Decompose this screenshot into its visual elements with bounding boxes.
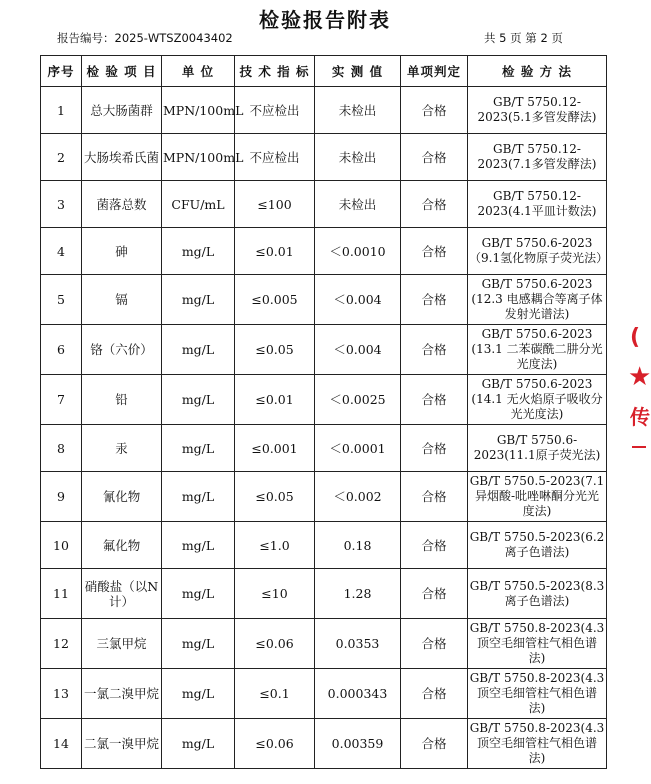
cell-judgement: 合格	[401, 472, 468, 522]
cell-unit: mg/L	[162, 325, 235, 375]
cell-unit: mg/L	[162, 522, 235, 569]
cell-standard: ≤0.06	[235, 719, 315, 769]
stamp-underline	[632, 446, 646, 448]
cell-method: GB/T 5750.6-2023 (14.1 无火焰原子吸收分光光度法)	[468, 375, 607, 425]
table-row	[41, 425, 607, 472]
cell-method: GB/T 5750.12-2023(7.1多管发酵法)	[468, 134, 607, 181]
cell-no: 3	[41, 181, 82, 228]
cell-standard: ≤100	[235, 181, 315, 228]
cell-method: GB/T 5750.6-2023 (13.1 二苯碳酰二肼分光光度法)	[468, 325, 607, 375]
cell-judgement: 合格	[401, 375, 468, 425]
cell-measured: ＜0.0025	[315, 375, 401, 425]
cell-judgement: 合格	[401, 228, 468, 275]
cell-method: GB/T 5750.8-2023(4.3顶空毛细管柱气相色谱法)	[468, 669, 607, 719]
cell-no: 7	[41, 375, 82, 425]
cell-item: 铬（六价）	[82, 325, 162, 375]
cell-no: 4	[41, 228, 82, 275]
table-row	[41, 669, 607, 719]
cell-method: GB/T 5750.5-2023(6.2离子色谱法)	[468, 522, 607, 569]
cell-unit: mg/L	[162, 375, 235, 425]
table-row	[41, 181, 607, 228]
cell-item: 大肠埃希氏菌	[82, 134, 162, 181]
cell-method: GB/T 5750.6-2023 （9.1氢化物原子荧光法）	[468, 228, 607, 275]
cell-no: 14	[41, 719, 82, 769]
cell-judgement: 合格	[401, 181, 468, 228]
inspection-table	[40, 55, 607, 769]
cell-item: 氟化物	[82, 522, 162, 569]
cell-judgement: 合格	[401, 275, 468, 325]
cell-standard: ≤0.05	[235, 325, 315, 375]
cell-measured: 1.28	[315, 569, 401, 619]
cell-no: 1	[41, 87, 82, 134]
cell-unit: mg/L	[162, 719, 235, 769]
cell-standard: ≤0.1	[235, 669, 315, 719]
cell-unit: MPN/100mL	[162, 87, 235, 134]
cell-judgement: 合格	[401, 719, 468, 769]
cell-no: 11	[41, 569, 82, 619]
cell-item: 氰化物	[82, 472, 162, 522]
cell-no: 12	[41, 619, 82, 669]
header-judgement: 单项判定	[401, 56, 468, 87]
cell-method: GB/T 5750.6-2023(11.1原子荧光法)	[468, 425, 607, 472]
cell-method: GB/T 5750.8-2023(4.3顶空毛细管柱气相色谱法)	[468, 619, 607, 669]
cell-method: GB/T 5750.12-2023(5.1多管发酵法)	[468, 87, 607, 134]
table-row	[41, 619, 607, 669]
header-unit: 单 位	[162, 56, 235, 87]
cell-measured: 0.0353	[315, 619, 401, 669]
cell-item: 菌落总数	[82, 181, 162, 228]
cell-measured: ＜0.004	[315, 325, 401, 375]
cell-unit: mg/L	[162, 669, 235, 719]
cell-standard: ≤10	[235, 569, 315, 619]
cell-judgement: 合格	[401, 522, 468, 569]
table-row	[41, 719, 607, 769]
table-row	[41, 375, 607, 425]
cell-measured: ＜0.002	[315, 472, 401, 522]
cell-item: 一氯二溴甲烷	[82, 669, 162, 719]
cell-judgement: 合格	[401, 425, 468, 472]
cell-measured: 未检出	[315, 87, 401, 134]
cell-method: GB/T 5750.6-2023 (12.3 电感耦合等离子体发射光谱法)	[468, 275, 607, 325]
table-row	[41, 275, 607, 325]
cell-standard: ≤0.005	[235, 275, 315, 325]
cell-item: 二氯一溴甲烷	[82, 719, 162, 769]
red-seal-stamp	[628, 318, 650, 458]
cell-unit: mg/L	[162, 619, 235, 669]
cell-measured: ＜0.0001	[315, 425, 401, 472]
cell-unit: mg/L	[162, 472, 235, 522]
cell-no: 9	[41, 472, 82, 522]
cell-no: 13	[41, 669, 82, 719]
cell-measured: 0.000343	[315, 669, 401, 719]
cell-measured: ＜0.0010	[315, 228, 401, 275]
stamp-star-icon: ★	[628, 362, 651, 392]
stamp-character: 传	[630, 405, 650, 429]
cell-unit: MPN/100mL	[162, 134, 235, 181]
cell-standard: ≤0.01	[235, 228, 315, 275]
cell-unit: mg/L	[162, 569, 235, 619]
cell-standard: ≤0.05	[235, 472, 315, 522]
cell-item: 铅	[82, 375, 162, 425]
cell-no: 5	[41, 275, 82, 325]
cell-no: 6	[41, 325, 82, 375]
cell-measured: 未检出	[315, 181, 401, 228]
cell-item: 镉	[82, 275, 162, 325]
cell-judgement: 合格	[401, 569, 468, 619]
header-measured: 实 测 值	[315, 56, 401, 87]
cell-standard: ≤0.01	[235, 375, 315, 425]
cell-standard: 不应检出	[235, 87, 315, 134]
cell-method: GB/T 5750.5-2023(7.1异烟酸-吡唑啉酮分光光度法)	[468, 472, 607, 522]
cell-measured: 0.18	[315, 522, 401, 569]
table-row	[41, 569, 607, 619]
report-number: 报告编号：2025-WTSZ0043402	[57, 31, 233, 45]
table-row	[41, 228, 607, 275]
cell-item: 总大肠菌群	[82, 87, 162, 134]
cell-no: 10	[41, 522, 82, 569]
table-row	[41, 134, 607, 181]
header-standard: 技 术 指 标	[235, 56, 315, 87]
table-header-row	[41, 56, 607, 87]
cell-item: 硝酸盐（以N计）	[82, 569, 162, 619]
page-info: 共 5 页 第 2 页	[484, 31, 563, 45]
cell-judgement: 合格	[401, 325, 468, 375]
cell-method: GB/T 5750.5-2023(8.3离子色谱法)	[468, 569, 607, 619]
cell-measured: 未检出	[315, 134, 401, 181]
cell-no: 8	[41, 425, 82, 472]
table-row	[41, 472, 607, 522]
cell-measured: 0.00359	[315, 719, 401, 769]
cell-item: 砷	[82, 228, 162, 275]
cell-standard: ≤0.001	[235, 425, 315, 472]
table-row	[41, 522, 607, 569]
cell-judgement: 合格	[401, 134, 468, 181]
table-row	[41, 87, 607, 134]
cell-standard: 不应检出	[235, 134, 315, 181]
cell-standard: ≤0.06	[235, 619, 315, 669]
cell-method: GB/T 5750.12-2023(4.1平皿计数法)	[468, 181, 607, 228]
cell-item: 汞	[82, 425, 162, 472]
cell-judgement: 合格	[401, 669, 468, 719]
table-row	[41, 325, 607, 375]
cell-no: 2	[41, 134, 82, 181]
cell-item: 三氯甲烷	[82, 619, 162, 669]
document-title: 检验报告附表	[259, 8, 391, 32]
header-no: 序号	[41, 56, 82, 87]
header-method: 检 验 方 法	[468, 56, 607, 87]
stamp-bracket: (	[630, 325, 641, 350]
cell-unit: mg/L	[162, 425, 235, 472]
header-item: 检 验 项 目	[82, 56, 162, 87]
cell-measured: ＜0.004	[315, 275, 401, 325]
cell-judgement: 合格	[401, 619, 468, 669]
cell-unit: mg/L	[162, 228, 235, 275]
cell-judgement: 合格	[401, 87, 468, 134]
cell-unit: mg/L	[162, 275, 235, 325]
cell-method: GB/T 5750.8-2023(4.3顶空毛细管柱气相色谱法)	[468, 719, 607, 769]
cell-standard: ≤1.0	[235, 522, 315, 569]
cell-unit: CFU/mL	[162, 181, 235, 228]
